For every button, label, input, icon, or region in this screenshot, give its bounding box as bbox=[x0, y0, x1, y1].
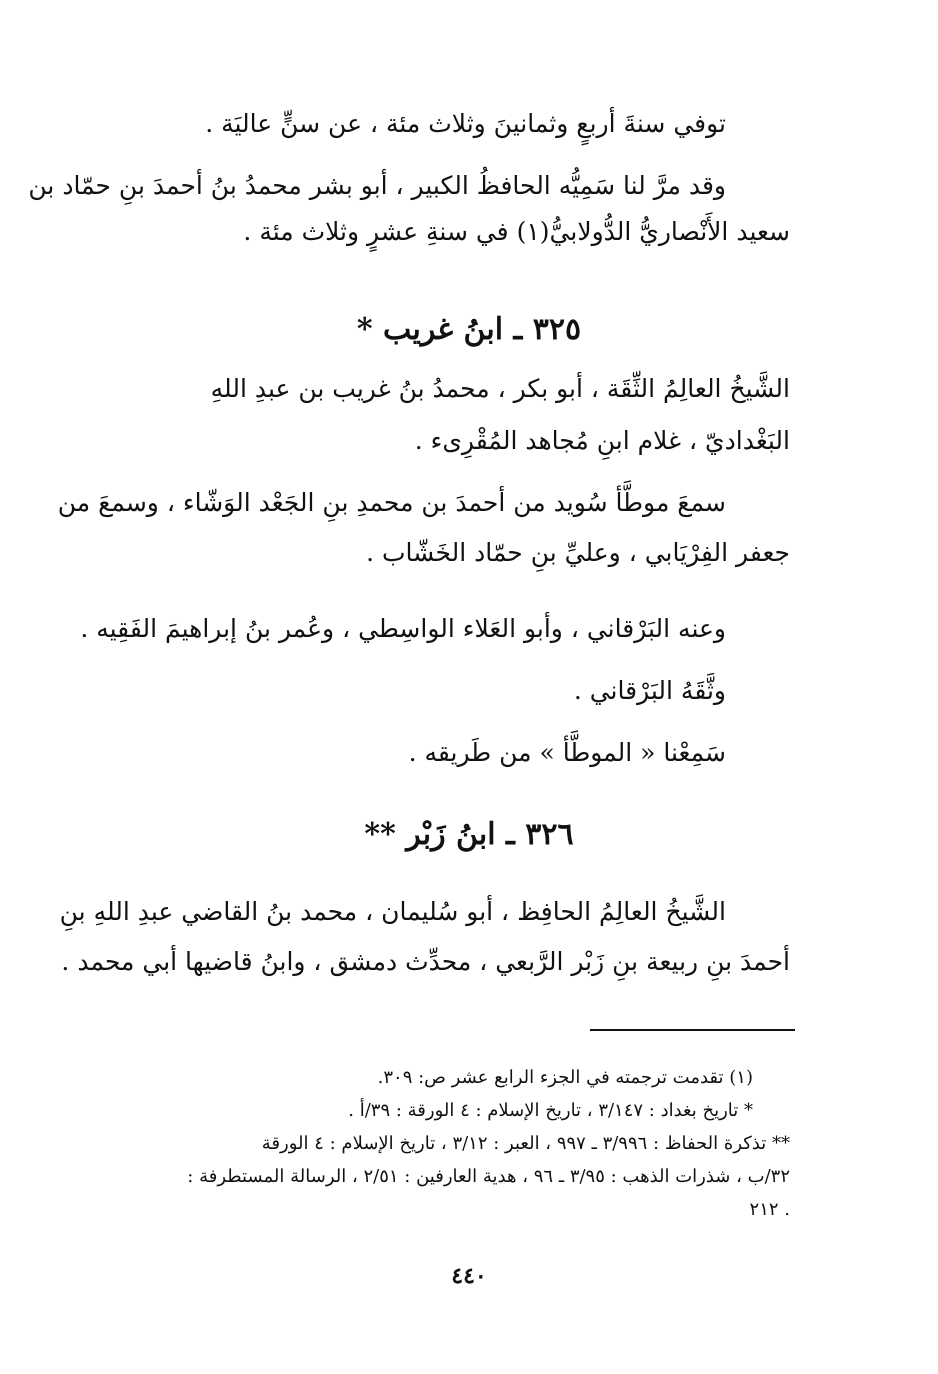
text-line: أحمدَ بنِ ربيعة بنِ زَبْر الرَّبعي ، محدِّث دمشق ، وابنُ قاضيها أبي محمد . bbox=[61, 947, 790, 976]
footnote-line: ** تذكرة الحفاظ : ٣/٩٩٦ ـ ٩٩٧ ، العبر : ٣/١٢ ، تاريخ الإسلام : ٤ الورقة bbox=[261, 1133, 790, 1154]
footnote-divider bbox=[590, 1029, 795, 1031]
text-line: البَغْداديّ ، غلام ابنِ مُجاهد المُقْرِىء . bbox=[414, 426, 790, 455]
text-line: الشَّيخُ العالِمُ الثِّقَة ، أبو بكر ، محمدُ بنُ غريب بن عبدِ اللهِ bbox=[210, 374, 790, 403]
text-line: الشَّيخُ العالِمُ الحافِظ ، أبو سُليمان ، محمد بنُ القاضي عبدِ اللهِ بنِ bbox=[59, 897, 726, 926]
footnote-line: ٣٢/ب ، شذرات الذهب : ٣/٩٥ ـ ٩٦ ، هدية العارفين : ٢/٥١ ، الرسالة المستطرفة : bbox=[187, 1166, 790, 1187]
footnote-line: (١) تقدمت ترجمته في الجزء الرابع عشر ص: ٣٠٩. bbox=[377, 1067, 753, 1088]
text-line: توفي سنةَ أربعٍ وثمانينَ وثلاث مئة ، عن سنٍّ عاليَة . bbox=[205, 109, 726, 138]
text-line: جعفر الفِرْيَابي ، وعليِّ بنِ حمّاد الخَشّاب . bbox=[366, 538, 790, 567]
page-number: ٤٤٠ bbox=[451, 1263, 487, 1289]
text-line: وثَّقَهُ البَرْقاني . bbox=[573, 676, 726, 705]
text-line: سمعَ موطَّأ سُويد من أحمدَ بن محمدِ بنِ الجَعْد الوَشّاء ، وسمعَ من bbox=[57, 488, 726, 517]
entry-heading-326: ٣٢٦ ـ ابنُ زَبْر ** bbox=[364, 817, 574, 852]
text-line: سَمِعْنا « الموطَّأ » من طَريقه . bbox=[408, 738, 726, 767]
footnote-line: . ٢١٢ bbox=[749, 1199, 790, 1220]
entry-heading-325: ٣٢٥ ـ ابنُ غريب * bbox=[356, 312, 582, 347]
text-line: وعنه البَرْقاني ، وأبو العَلاء الواسِطي ، وعُمر بنُ إبراهيمَ الفَقِيه . bbox=[80, 614, 726, 643]
text-line: سعيد الأَنْصاريُّ الدُّولابيُّ(١) في سنةِ عشرٍ وثلاث مئة . bbox=[243, 217, 790, 246]
text-line: وقد مرَّ لنا سَمِيُّه الحافظُ الكبير ، أبو بشر محمدُ بنُ أحمدَ بنِ حمّاد بن bbox=[28, 171, 726, 200]
footnote-line: * تاريخ بغداد : ٣/١٤٧ ، تاريخ الإسلام : ٤ الورقة : ٣٩/أ . bbox=[348, 1100, 753, 1121]
